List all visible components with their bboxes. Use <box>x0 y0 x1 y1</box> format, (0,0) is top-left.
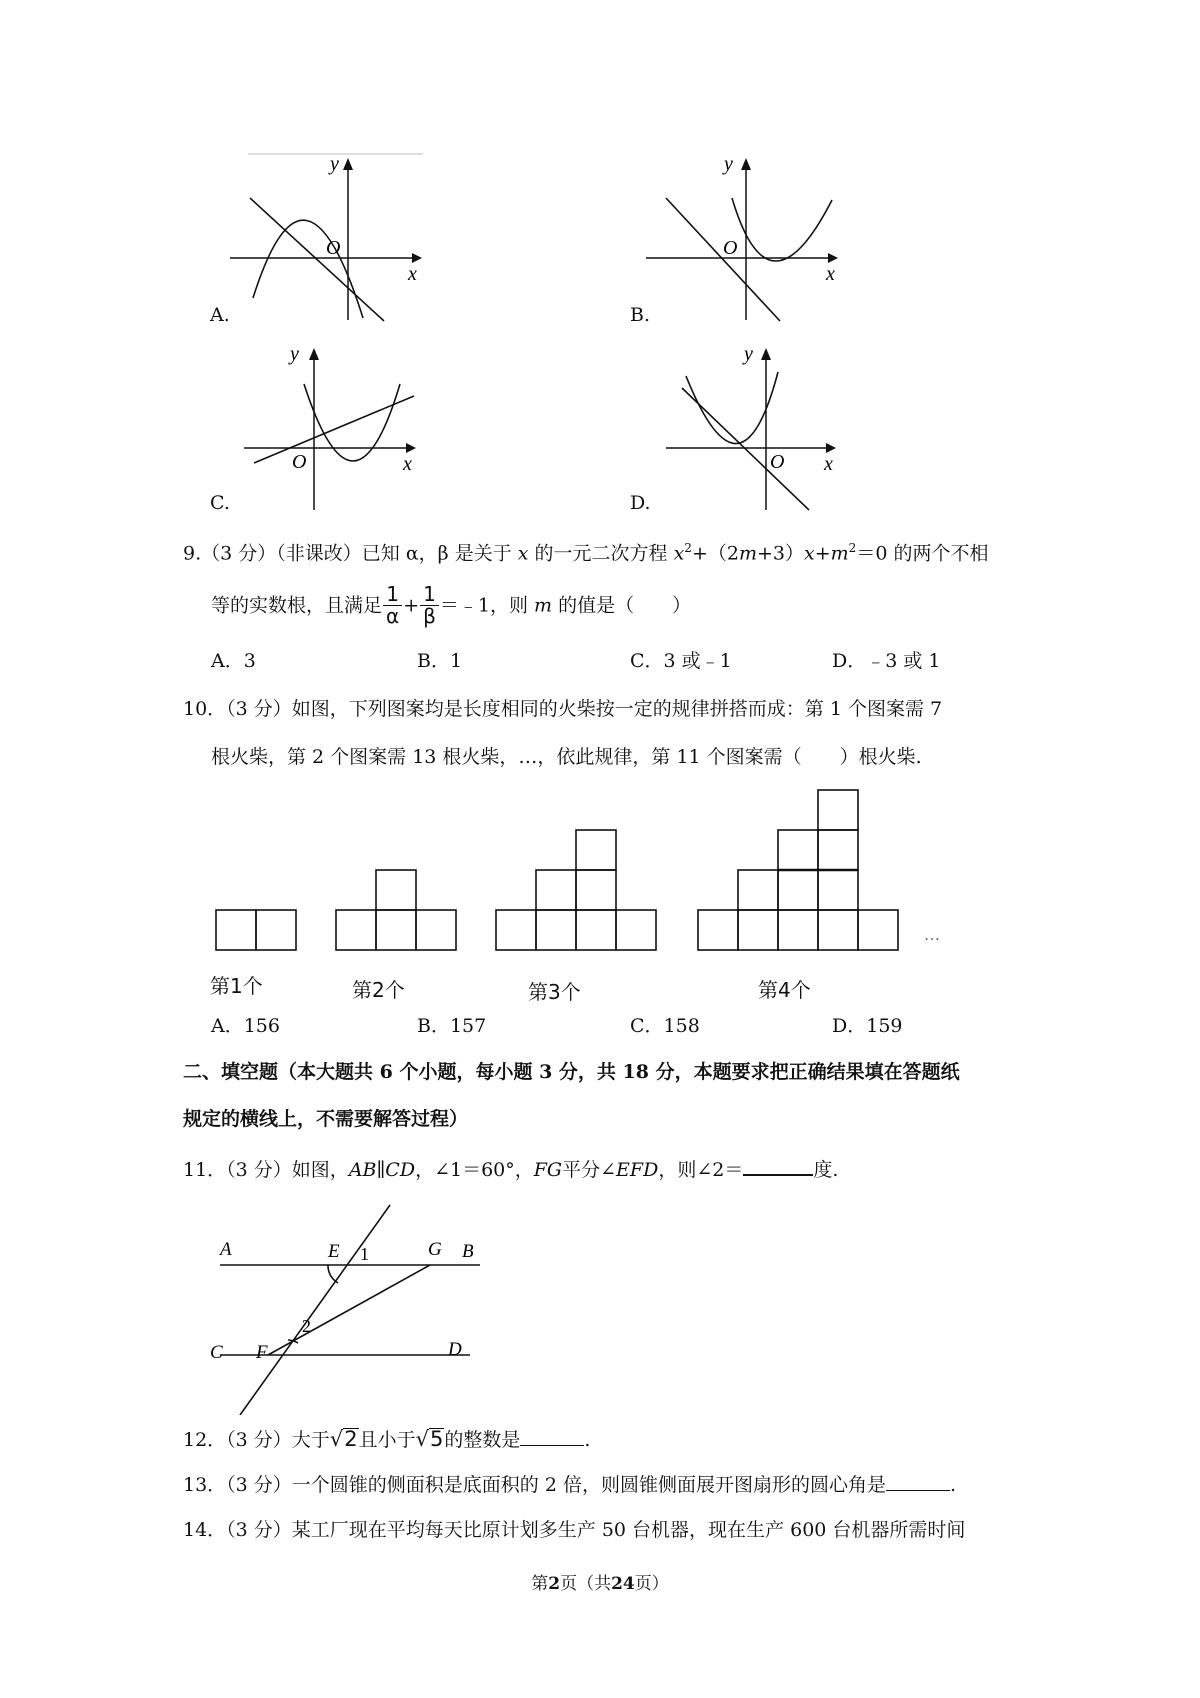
graph-option-a <box>230 148 430 323</box>
axis-y-label: y <box>724 153 733 175</box>
q9-line2: 等的实数根，且满足 $\frac{1}{\alpha}$ + $\frac{1}{\beta}$ ＝﹣1，则 m 的值是（ ） <box>211 582 692 628</box>
origin-label: O <box>770 451 785 473</box>
matchstick-patterns-figure <box>200 780 960 1000</box>
label-G: G <box>428 1239 442 1260</box>
axis-y-label: y <box>290 343 299 365</box>
axis-x-label: x <box>403 453 412 475</box>
parallel-lines-figure <box>200 1195 500 1415</box>
pattern-caption-3: 第3个 <box>528 980 581 1004</box>
option-b-label: B. <box>630 304 651 326</box>
label-B: B <box>462 1241 474 1262</box>
option-c-label: C. <box>210 492 230 514</box>
section-2-heading-line2: 规定的横线上，不需要解答过程） <box>183 1108 469 1130</box>
section-2-heading-line1: 二、填空题（本大题共 6 个小题，每小题 3 分，共 18 分，本题要求把正确结果填在答题纸 <box>183 1061 960 1083</box>
answer-blank <box>743 1158 813 1176</box>
fraction-1-over-alpha: $\frac{1}{\alpha}$ <box>383 584 402 627</box>
answer-blank <box>520 1429 584 1446</box>
option-a-label: A. <box>210 304 230 326</box>
option-d-label: D. <box>630 492 651 514</box>
sqrt-symbol: √ <box>329 1427 344 1451</box>
answer-blank <box>886 1474 950 1491</box>
axis-y-label: y <box>330 153 339 175</box>
graph-option-d <box>666 338 866 513</box>
q10-option-a: A．156 <box>211 1015 280 1037</box>
q9-option-d: D．﹣3 或 1 <box>832 650 941 672</box>
q10-option-c: C．158 <box>630 1015 700 1037</box>
q10-line1: 10．（3 分）如图，下列图案均是长度相同的火柴按一定的规律拼搭而成：第 1 个图案需 7 <box>183 698 943 720</box>
label-D: D <box>448 1339 462 1360</box>
label-1: 1 <box>360 1244 369 1264</box>
origin-label: O <box>326 237 341 259</box>
label-C: C <box>210 1342 223 1363</box>
axis-x-label: x <box>408 263 417 285</box>
q9-option-c: C．3 或﹣1 <box>630 650 732 672</box>
q9-option-a: A．3 <box>211 650 256 672</box>
axis-y-label: y <box>744 343 753 365</box>
origin-label: O <box>723 237 738 259</box>
pattern-caption-1: 第1个 <box>210 974 263 998</box>
q11-text: 11．（3 分）如图，AB∥CD，∠1＝60°，FG平分∠EFD，则∠2＝ 度. <box>183 1159 839 1181</box>
q12-text: 12．（3 分）大于√2且小于√5的整数是 . <box>183 1427 591 1451</box>
pattern-caption-4: 第4个 <box>758 978 811 1002</box>
label-E: E <box>328 1241 340 1262</box>
axis-x-label: x <box>824 453 833 475</box>
q9-line1: 9.（3 分）（非课改）已知 α，β 是关于 x 的一元二次方程 $x^2+(2m+3)x+m^2=0$ 的两个不相 <box>183 541 989 565</box>
graph-option-c <box>244 338 444 513</box>
pattern-caption-2: 第2个 <box>352 978 405 1002</box>
q9-option-b: B．1 <box>417 650 463 672</box>
origin-label: O <box>292 451 307 473</box>
graph-option-b <box>646 148 846 323</box>
label-F: F <box>256 1342 268 1363</box>
fraction-1-over-beta: $\frac{1}{\beta}$ <box>420 584 439 627</box>
page-footer: 第2页（共24页） <box>531 1574 669 1594</box>
q14-text: 14．（3 分）某工厂现在平均每天比原计划多生产 50 台机器，现在生产 600 台机器所需时间 <box>183 1519 966 1541</box>
q10-option-b: B．157 <box>417 1015 487 1037</box>
label-2: 2 <box>302 1316 311 1336</box>
q10-option-d: D．159 <box>832 1015 903 1037</box>
axis-x-label: x <box>826 263 835 285</box>
sqrt-symbol: √ <box>415 1427 429 1451</box>
pattern-ellipsis: … <box>924 927 940 944</box>
q10-line2: 根火柴，第 2 个图案需 13 根火柴，…，依此规律，第 11 个图案需（ ）根火柴. <box>211 746 922 768</box>
q13-text: 13．（3 分）一个圆锥的侧面积是底面积的 2 倍，则圆锥侧面展开图扇形的圆心角是 . <box>183 1474 957 1496</box>
label-A: A <box>220 1239 232 1260</box>
